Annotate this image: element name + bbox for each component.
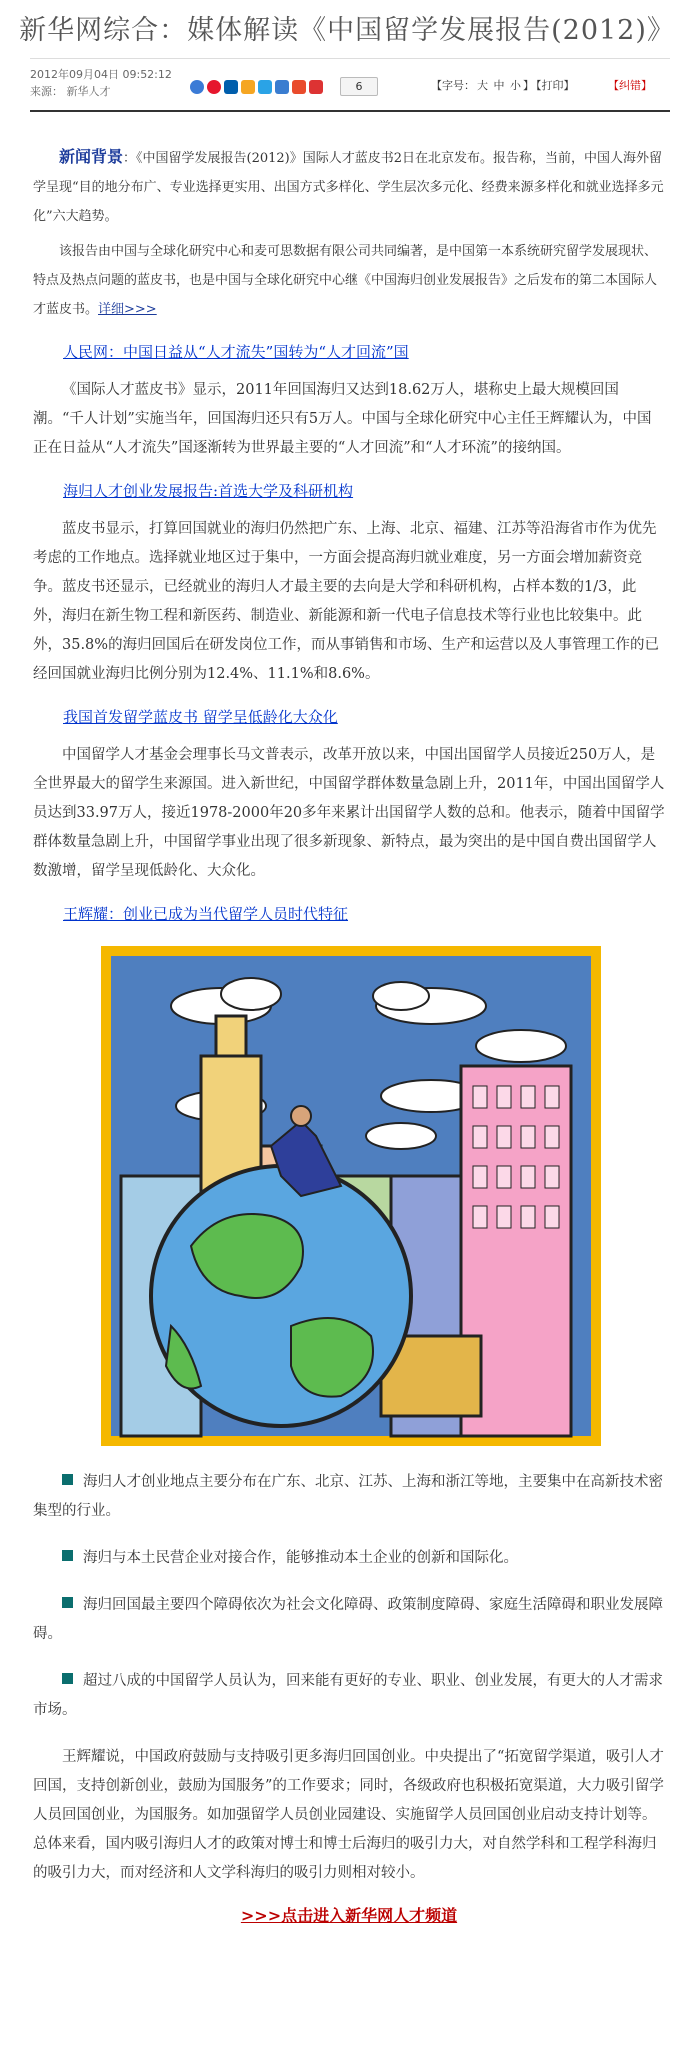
article-title: 新华网综合：媒体解读《中国留学发展报告(2012)》 xyxy=(19,15,675,46)
article-body xyxy=(33,142,665,1930)
bullet-square-icon xyxy=(62,1474,73,1485)
bullet-item xyxy=(33,1544,665,1573)
renren-icon[interactable] xyxy=(224,80,238,94)
share-count[interactable]: 6 xyxy=(340,77,378,96)
news-background xyxy=(33,142,665,324)
section-paragraph: 蓝皮书显示，打算回国就业的海归仍然把广东、上海、北京、福建、江苏等沿海省市作为优先考虑的工作地点。选择就业地区过于集中，一方面会提高海归就业难度，另一方面会增加薪资竞争。蓝皮书还显示，已经就业的海归人才最主要的去向是大学和科研机构，占样本数的1/3，此外，海归在新生物工程和新医药、制造业、新能源和新一代电子信息技术等行业也比较集中。此外，35.8%的海归回国后在研发岗位工作，而从事销售和市场、生产和运营以及人事管理工作的已经回国就业海归比例分别为12.4%、11.1%和8.6%。 xyxy=(33,521,660,682)
article-datetime: 2012年09月04日 09:52:12 xyxy=(30,68,172,81)
news-background-label: 新闻背景 xyxy=(59,147,124,166)
news-background-text-2: 该报告由中国与全球化研究中心和麦可思数据有限公司共同编著，是中国第一本系统研究留学发展现状、特点及热点问题的蓝皮书，也是中国与全球化研究中心继《中国海归创业发展报告》之后发布的第二本国际人才蓝皮书。 xyxy=(33,244,658,317)
netease-icon[interactable] xyxy=(292,80,306,94)
bullet-text: 海归回国最主要四个障碍依次为社会文化障碍、政策制度障碍、家庭生活障碍和职业发展障碍。 xyxy=(33,1597,663,1642)
bullet-square-icon xyxy=(62,1673,73,1684)
talent-channel-link[interactable]: >>>点击进入新华网人才频道 xyxy=(240,1906,458,1925)
section-link-4[interactable]: 王辉耀：创业已成为当代留学人员时代特征 xyxy=(63,905,349,923)
share-plus-icon[interactable] xyxy=(309,80,323,94)
section-link-3[interactable]: 我国首发留学蓝皮书 留学呈低龄化大众化 xyxy=(63,708,338,726)
font-size-medium-button[interactable]: 中 xyxy=(493,79,505,92)
bullet-text: 海归与本土民营企业对接合作，能够推动本土企业的创新和国际化。 xyxy=(83,1550,518,1566)
bullet-text: 超过八成的中国留学人员认为，回来能有更好的专业、职业、创业发展，有更大的人才需求市场。 xyxy=(33,1673,663,1718)
share-bar xyxy=(190,77,378,96)
globe-city-illustration xyxy=(101,946,601,1446)
qq-icon[interactable] xyxy=(275,80,289,94)
font-size-control xyxy=(430,77,576,93)
font-size-small-button[interactable]: 小 xyxy=(510,79,521,92)
print-button[interactable]: 【打印】 xyxy=(536,79,575,92)
article-meta xyxy=(30,66,172,100)
bullet-item xyxy=(33,1591,665,1649)
bullet-item xyxy=(33,1667,665,1725)
bullet-text: 海归人才创业地点主要分布在广东、北京、江苏、上海和浙江等地，主要集中在高新技术密集型的行业。 xyxy=(33,1474,663,1519)
font-size-label: 【字号： xyxy=(431,79,475,92)
kaixin-icon[interactable] xyxy=(241,80,255,94)
news-background-text: ：《中国留学发展报告(2012)》国际人才蓝皮书2日在北京发布。报告称，当前，中国人海外留学呈现“目的地分布广、专业选择更实用、出国方式多样化、学生层次多元化、经费来源多样化和就业选择多元化”六大趋势。 xyxy=(33,151,664,224)
article-source: 来源： 新华人才 xyxy=(30,85,111,98)
bullet-square-icon xyxy=(62,1597,73,1608)
more-link[interactable]: 详细>>> xyxy=(98,302,157,317)
closing-paragraph: 王辉耀说，中国政府鼓励与支持吸引更多海归回国创业。中央提出了“拓宽留学渠道，吸引人才回国，支持创新创业，鼓励为国服务”的工作要求；同时，各级政府也积极拓宽渠道，大力吸引留学人员回国创业，为国服务。如加强留学人员创业园建设、实施留学人员回国创业启动支持计划等。总体来看，国内吸引海归人才的政策对博士和博士后海归的吸引力大，对自然学科和工程学科海归的吸引力大，而对经济和人文学科海归的吸引力则相对较小。 xyxy=(33,1749,664,1881)
article-illustration xyxy=(101,946,601,1446)
section-link-1[interactable]: 人民网：中国日益从“人才流失”国转为“人才回流”国 xyxy=(63,343,409,361)
font-size-end: 】 xyxy=(523,79,534,92)
section-paragraph: 中国留学人才基金会理事长马文普表示，改革开放以来，中国出国留学人员接近250万人，是全世界最大的留学生来源国。进入新世纪，中国留学群体数量急剧上升，2011年，中国出国留学人员达到33.97万人，接近1978-2000年20多年来累计出国留学人数的总和。他表示，随着中国留学群体数量急剧上升，中国留学事业出现了很多新现象、新特点，最为突出的是中国自费出国留学人数激增，留学呈现低龄化、大众化。 xyxy=(33,747,665,879)
weibo-icon[interactable] xyxy=(207,80,221,94)
correct-button[interactable]: 【纠错】 xyxy=(608,79,652,92)
title-divider xyxy=(30,58,670,59)
qq-zone-icon[interactable] xyxy=(190,80,204,94)
bullet-item xyxy=(33,1468,665,1526)
section-paragraph: 《国际人才蓝皮书》显示，2011年回国海归又达到18.62万人，堪称史上最大规模回国潮。“千人计划”实施当年，回国海归还只有5万人。中国与全球化研究中心主任王辉耀认为，中国正在日益从“人才流失”国逐渐转为世界最主要的“人才回流”和“人才环流”的接纳国。 xyxy=(33,382,652,456)
meta-divider xyxy=(30,110,670,112)
bullet-square-icon xyxy=(62,1550,73,1561)
douban-icon[interactable] xyxy=(258,80,272,94)
font-size-large-button[interactable]: 大 xyxy=(477,79,488,92)
section-link-2[interactable]: 海归人才创业发展报告:首选大学及科研机构 xyxy=(63,482,354,500)
